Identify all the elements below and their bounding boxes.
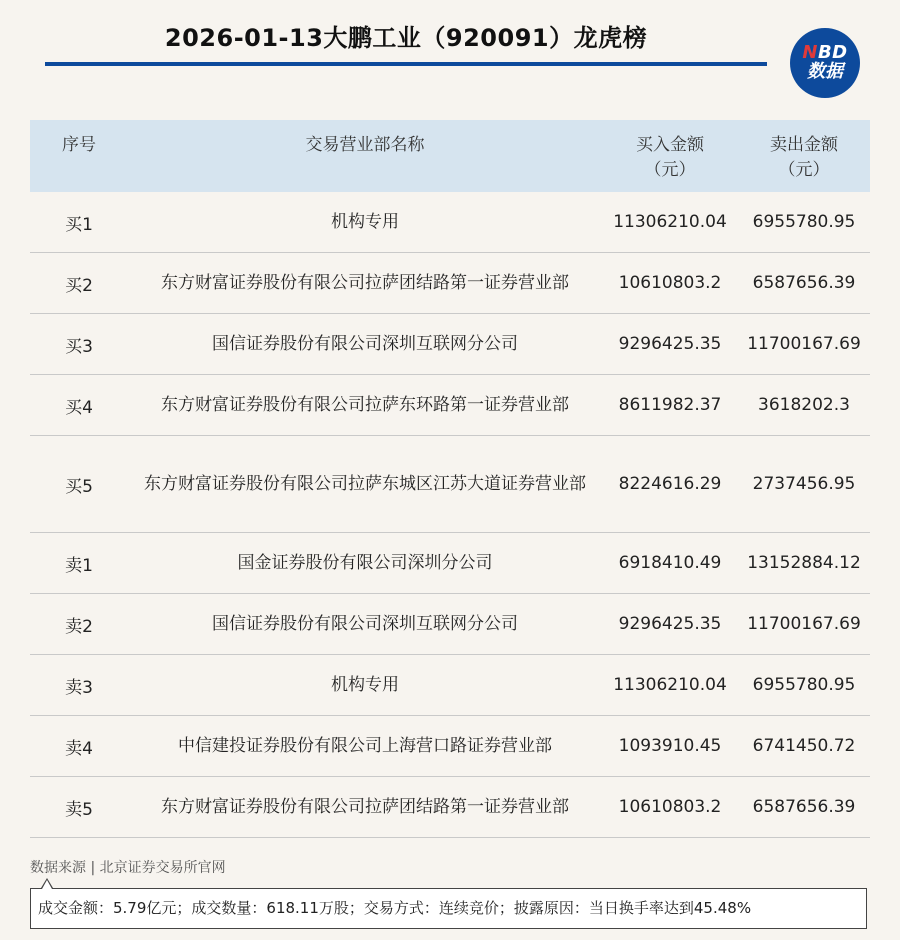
rank-cell: 买3 (30, 314, 128, 375)
sell-amount-cell: 3618202.3 (738, 375, 870, 436)
header-buy-amount (602, 120, 738, 192)
table-row (30, 655, 870, 716)
page-title: 2026-01-13大鹏工业（920091）龙虎榜 (164, 24, 648, 52)
buy-amount-cell: 11306210.04 (602, 192, 738, 253)
branch-cell: 东方财富证券股份有限公司拉萨东环路第一证券营业部 (128, 375, 602, 436)
branch-cell: 机构专用 (128, 655, 602, 716)
table-row (30, 777, 870, 838)
branch-cell: 东方财富证券股份有限公司拉萨东城区江苏大道证券营业部 (128, 436, 602, 533)
table-header-row (30, 120, 870, 192)
buy-amount-cell: 6918410.49 (602, 533, 738, 594)
table-row (30, 192, 870, 253)
header-rank: 序号 (30, 120, 128, 192)
logo-n: N (802, 42, 818, 64)
rank-cell: 卖3 (30, 655, 128, 716)
dragon-tiger-table (30, 120, 870, 838)
table-row (30, 533, 870, 594)
logo-subtitle: 数据 (807, 61, 843, 82)
buy-amount-cell: 9296425.35 (602, 314, 738, 375)
buy-amount-cell: 10610803.2 (602, 777, 738, 838)
branch-cell: 东方财富证券股份有限公司拉萨团结路第一证券营业部 (128, 253, 602, 314)
branch-cell: 中信建投证券股份有限公司上海营口路证券营业部 (128, 716, 602, 777)
buy-amount-cell: 8224616.29 (602, 436, 738, 533)
sell-amount-cell: 2737456.95 (738, 436, 870, 533)
buy-amount-cell: 1093910.45 (602, 716, 738, 777)
sell-amount-cell: 6955780.95 (738, 655, 870, 716)
header-buy-label: 买入金额 (636, 135, 704, 155)
table-row (30, 375, 870, 436)
sell-amount-cell: 6955780.95 (738, 192, 870, 253)
rank-cell: 买5 (30, 436, 128, 533)
branch-cell: 国金证券股份有限公司深圳分公司 (128, 533, 602, 594)
buy-amount-cell: 10610803.2 (602, 253, 738, 314)
branch-cell: 东方财富证券股份有限公司拉萨团结路第一证券营业部 (128, 777, 602, 838)
header-branch: 交易营业部名称 (128, 120, 602, 192)
rank-cell: 卖1 (30, 533, 128, 594)
rank-cell: 卖2 (30, 594, 128, 655)
sell-amount-cell: 13152884.12 (738, 533, 870, 594)
table-row (30, 594, 870, 655)
sell-amount-cell: 6741450.72 (738, 716, 870, 777)
branch-cell: 机构专用 (128, 192, 602, 253)
logo-bd: BD (817, 42, 848, 64)
sell-amount-cell: 11700167.69 (738, 314, 870, 375)
header-sell-label: 卖出金额 (770, 135, 838, 155)
header-sell-unit: （元） (778, 160, 830, 180)
rank-cell: 卖4 (30, 716, 128, 777)
table-row (30, 716, 870, 777)
data-source: 数据来源 | 北京证券交易所官网 (30, 860, 226, 876)
rank-cell: 买2 (30, 253, 128, 314)
rank-cell: 买1 (30, 192, 128, 253)
rank-cell: 卖5 (30, 777, 128, 838)
branch-cell: 国信证券股份有限公司深圳互联网分公司 (128, 314, 602, 375)
table-row (30, 436, 870, 533)
header-buy-unit: （元） (644, 160, 696, 180)
trade-summary-note: 成交金额：5.79亿元；成交数量：618.11万股；交易方式：连续竞价；披露原因：当日换手率达到45.48% (30, 888, 867, 929)
buy-amount-cell: 9296425.35 (602, 594, 738, 655)
header-sell-amount (738, 120, 870, 192)
sell-amount-cell: 6587656.39 (738, 253, 870, 314)
note-pointer-fill (42, 880, 52, 889)
title-divider (45, 62, 767, 66)
rank-cell: 买4 (30, 375, 128, 436)
buy-amount-cell: 11306210.04 (602, 655, 738, 716)
table-row (30, 253, 870, 314)
buy-amount-cell: 8611982.37 (602, 375, 738, 436)
sell-amount-cell: 6587656.39 (738, 777, 870, 838)
table-row (30, 314, 870, 375)
branch-cell: 国信证券股份有限公司深圳互联网分公司 (128, 594, 602, 655)
sell-amount-cell: 11700167.69 (738, 594, 870, 655)
nbd-logo (790, 28, 860, 98)
